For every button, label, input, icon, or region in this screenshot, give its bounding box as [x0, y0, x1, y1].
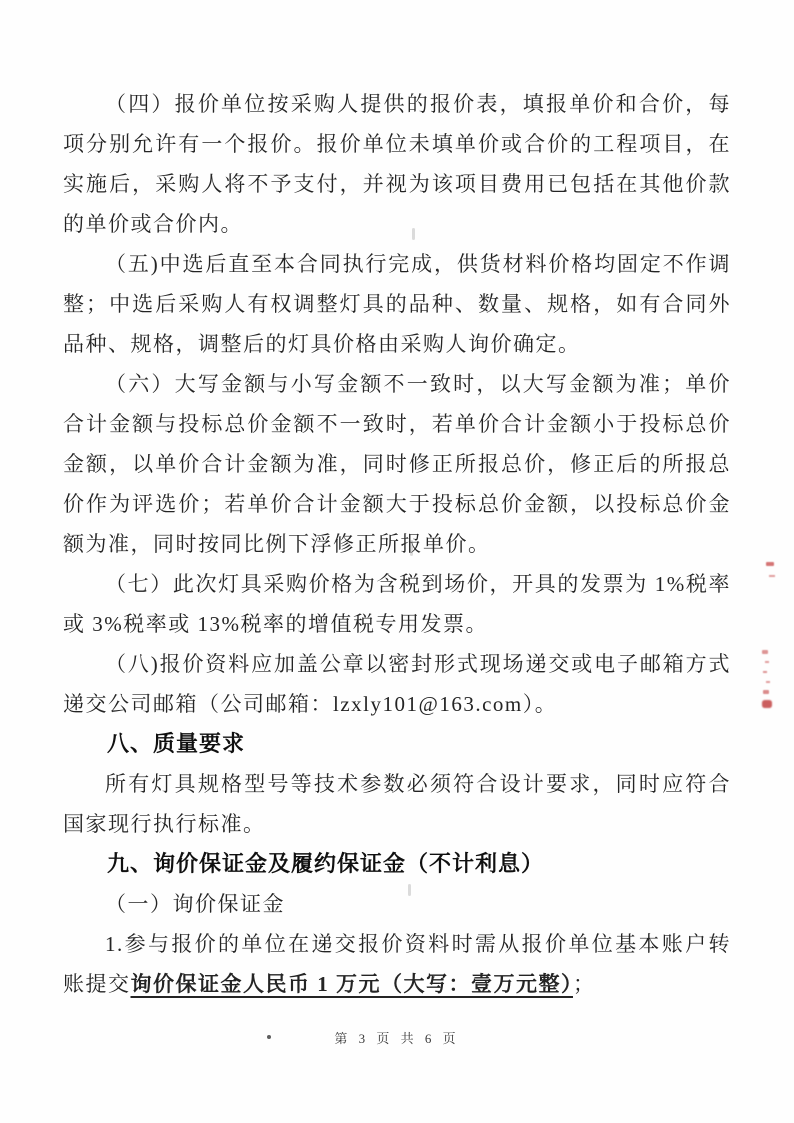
paragraph-item-4: （四）报价单位按采购人提供的报价表，填报单价和合价，每项分别允许有一个报价。报价单位未填单价或合价的工程项目，在实施后，采购人将不予支付，并视为该项目费用已包括在其他价款的单价或合价内。	[63, 92, 731, 236]
paragraph-item-5: （五)中选后直至本合同执行完成，供货材料价格均固定不作调整；中选后采购人有权调整灯具的品种、数量、规格，如有合同外品种、规格，调整后的灯具价格由采购人询价确定。	[63, 252, 731, 356]
deposit-text-prefix: 1.参与报价的单位在递交报价资料时需从报价单位基本账户转账提交	[63, 932, 731, 996]
red-stamp-edge-artifact-lower	[762, 650, 768, 654]
paragraph-item-6: （六）大写金额与小写金额不一致时，以大写金额为准；单价合计金额与投标总价金额不一致时，若单价合计金额小于投标总价金额，以单价合计金额为准，同时修正所报总价，修正后的所报总价作为评选价；若单价合计金额大于投标总价金额，以投标总价金额为准，同时按同比例下浮修正所报单价。	[63, 372, 731, 556]
paragraph-item-8: （八)报价资料应加盖公章以密封形式现场递交或电子邮箱方式递交公司邮箱（公司邮箱：lzxly101@163.com）。	[63, 652, 731, 716]
section-heading-deposit: 九、询价保证金及履约保证金（不计利息）	[107, 851, 545, 876]
page-footer: 第 3 页 共 6 页	[334, 1031, 460, 1046]
scan-fold-artifact	[412, 228, 415, 240]
deposit-text-suffix: ；	[573, 972, 596, 996]
paragraph-quality-body: 所有灯具规格型号等技术参数必须符合设计要求，同时应符合国家现行执行标准。	[63, 772, 731, 836]
paragraph-deposit-amount	[63, 924, 731, 1004]
deposit-amount-emphasis: 询价保证金人民币 1 万元（大写：壹万元整）	[130, 972, 573, 996]
scan-fold-artifact	[408, 884, 411, 896]
paragraph-item-7: （七）此次灯具采购价格为含税到场价，开具的发票为 1%税率或 3%税率或 13%税率的增值税专用发票。	[63, 572, 731, 636]
scan-fold-artifact	[410, 540, 413, 556]
subsection-heading-inquiry-deposit: （一）询价保证金	[105, 892, 285, 916]
section-heading-quality: 八、质量要求	[107, 731, 246, 756]
document-body	[63, 84, 731, 1004]
red-stamp-edge-artifact-upper	[766, 562, 774, 566]
